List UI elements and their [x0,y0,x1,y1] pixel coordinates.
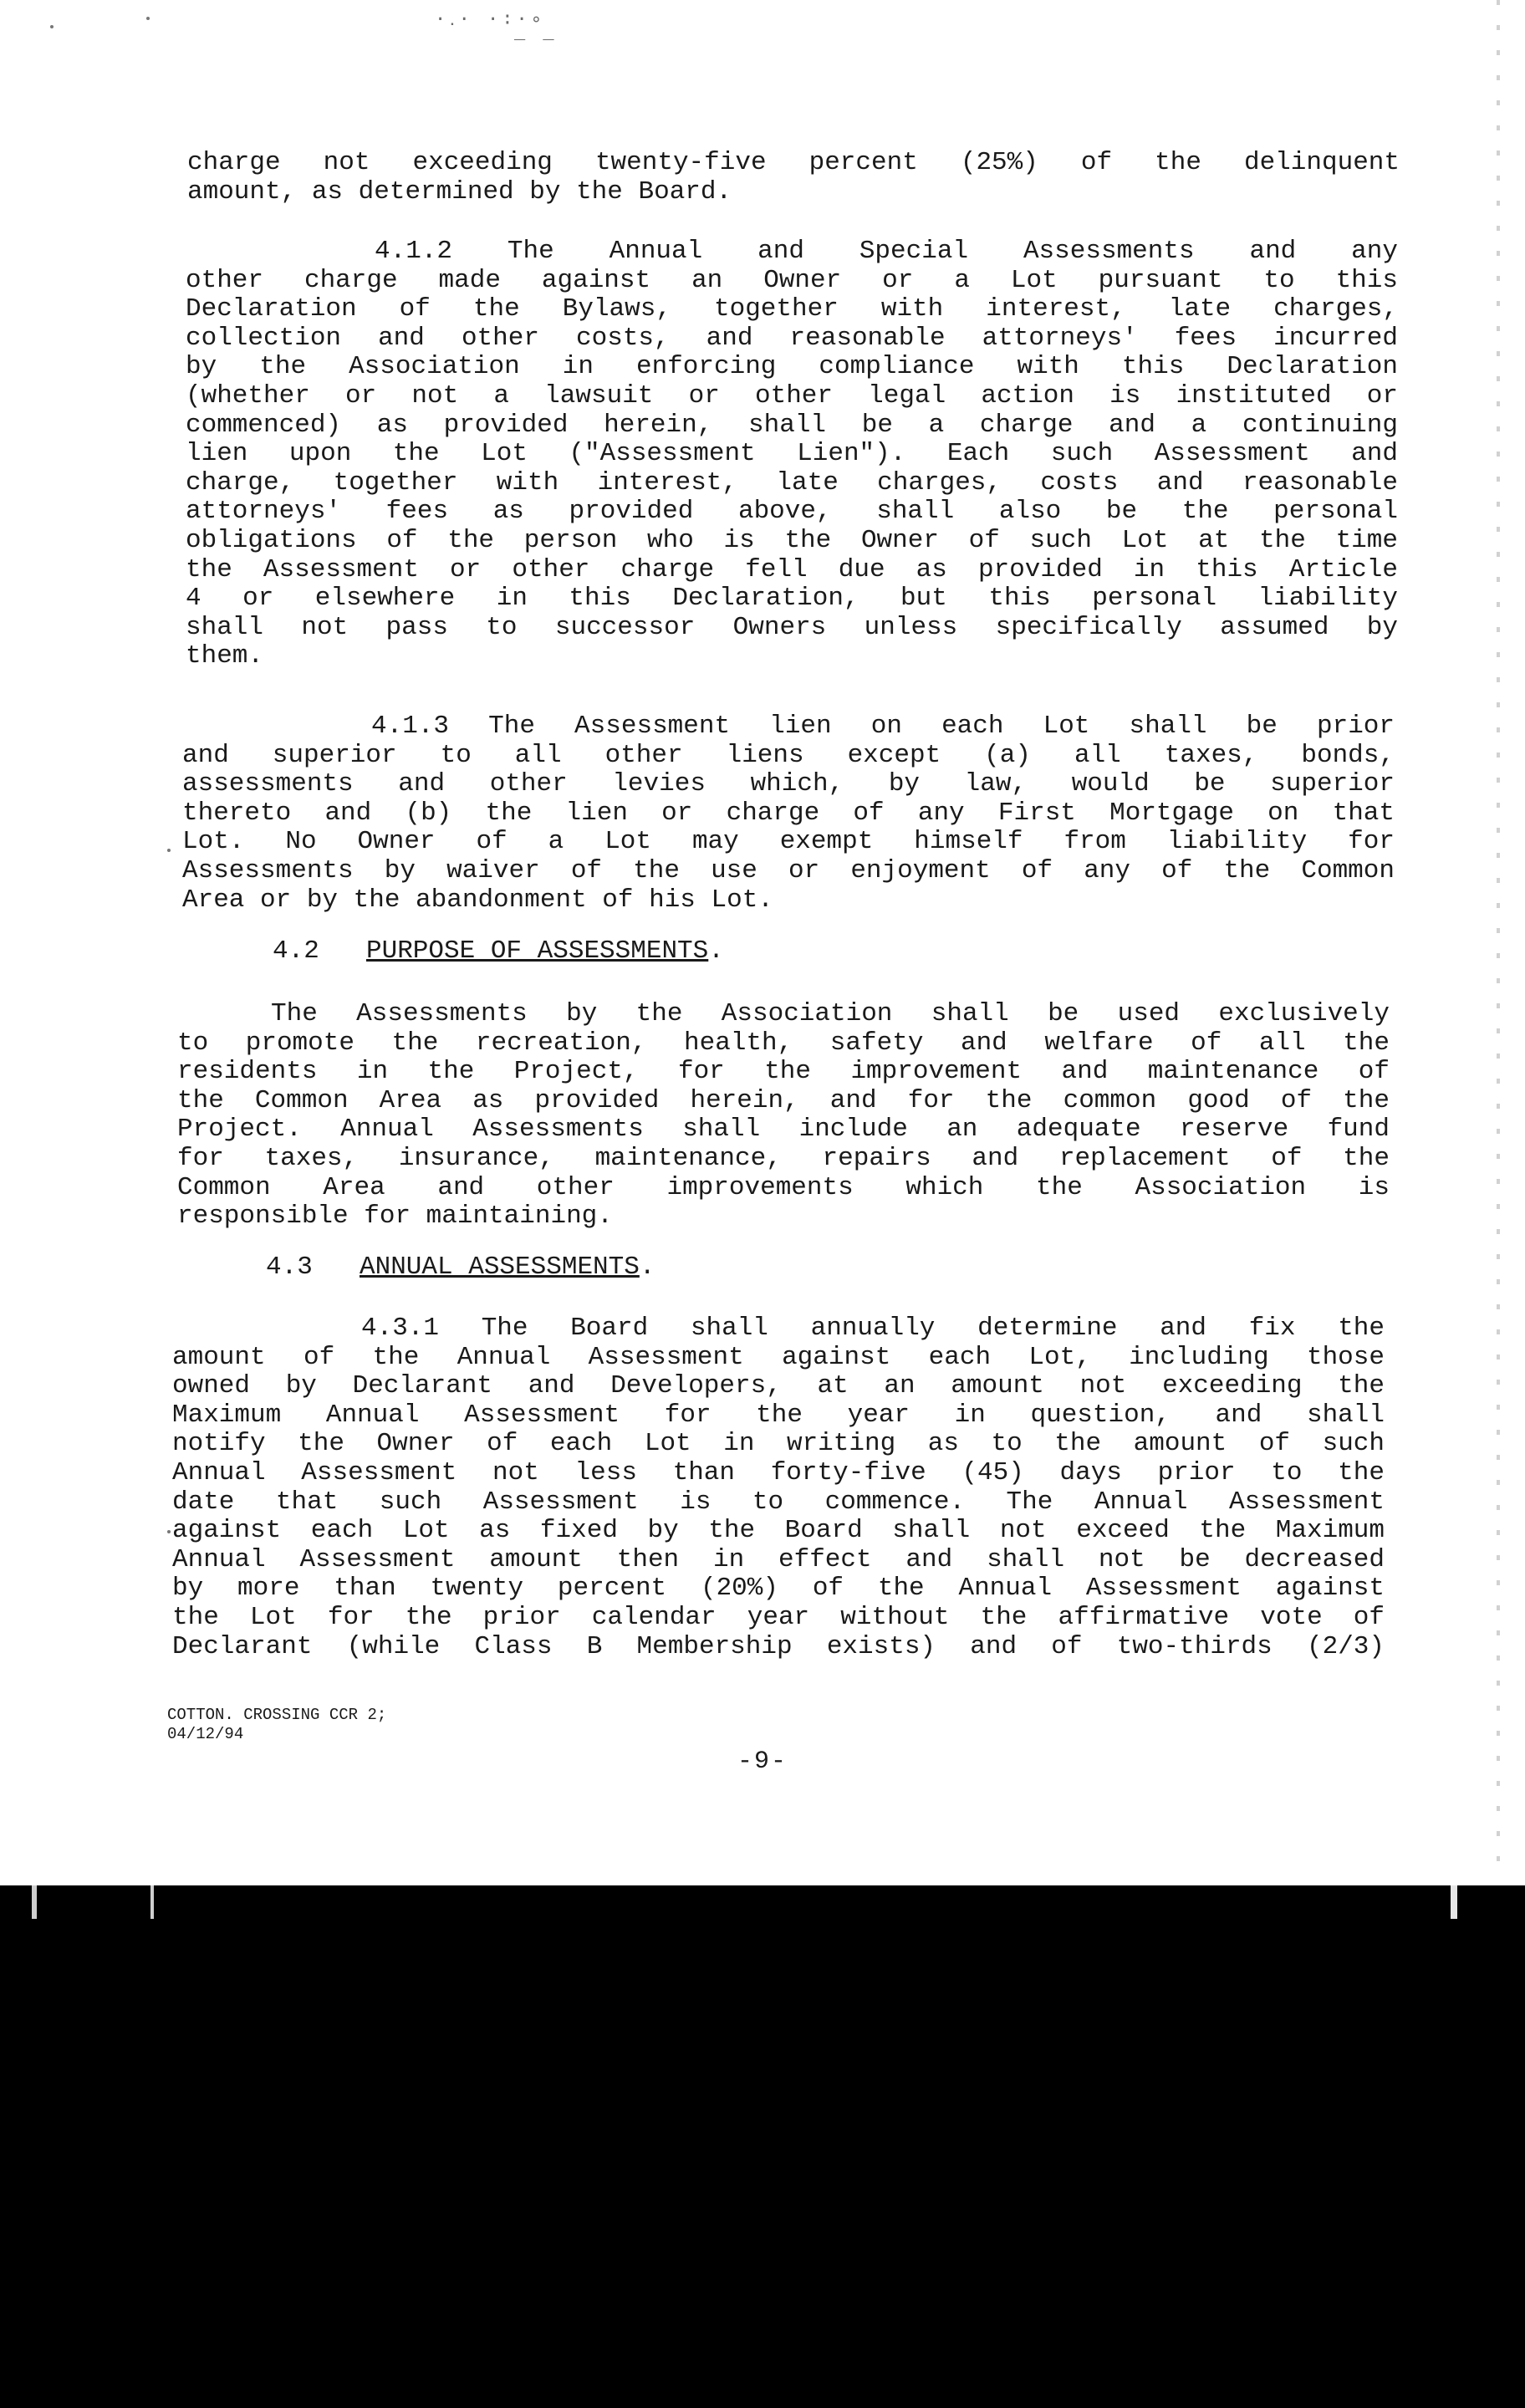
text-line: Annual Assessment amount then in effect and shall not be decreased [172,1545,1385,1574]
paragraph-4-1-2 [186,237,1398,671]
text-line: attorneys' fees as provided above, shall also be the personal [186,497,1398,527]
section-heading-4-3 [266,1252,655,1283]
scan-speck [146,17,150,20]
text-line: collection and other costs, and reasonable attorneys' fees incurred [186,324,1398,353]
paragraph-4-2 [177,1000,1390,1232]
scan-artifact: ⋅․⋅ ⋅∶⋅∘ ‾ ‾ [435,10,558,59]
text-line: Declaration of the Bylaws, together with interest, late charges, [186,295,1398,324]
text-line: charge, together with interest, late charges, costs and reasonable [186,468,1398,497]
page-number: -9- [737,1747,788,1776]
footer-doc-ref: COTTON. CROSSING CCR 2; [167,1706,387,1724]
section-title: ANNUAL ASSESSMENTS [360,1252,640,1282]
text-line: them. [186,642,264,671]
text-line: The Assessments by the Association shall be used exclusively [271,1000,1390,1028]
text-line: commenced) as provided herein, shall be a charge and a continuing [186,411,1398,440]
scan-edge-right [1497,0,1500,1881]
paragraph-4-3-1 [172,1314,1385,1661]
footer-date: 04/12/94 [167,1725,244,1743]
text-line: 4.1.2 The Annual and Special Assessments and any [375,237,1398,266]
section-number: 4.2 [273,936,319,966]
text-line: charge not exceeding twenty-five percent (25%) of the delinquent [187,149,1400,177]
text-line: against each Lot as fixed by the Board shall not exceed the Maximum [172,1517,1385,1546]
text-line: thereto and (b) the lien or charge of any First Mortgage on that [182,798,1395,828]
scan-speck [167,849,171,852]
text-line: 4.3.1 The Board shall annually determine and fix the [361,1314,1385,1343]
scan-speck [167,1530,171,1533]
text-line: by more than twenty percent (20%) of the Annual Assessment against [172,1574,1385,1604]
paragraph-4-1-1-tail [187,149,1400,207]
text-line: owned by Declarant and Developers, at an amount not exceeding the [172,1372,1385,1401]
text-line: by the Association in enforcing compliance with this Declaration [186,353,1398,382]
text-line: for taxes, insurance, maintenance, repairs and replacement of the [177,1144,1390,1173]
text-line: amount, as determined by the Board. [187,177,732,207]
scan-edge-mark [32,1885,37,1919]
document-footer-reference [167,1706,386,1744]
text-line: the Assessment or other charge fell due as provided in this Article [186,555,1398,584]
text-line: obligations of the person who is the Owner of such Lot at the time [186,526,1398,555]
text-line: Assessments by waiver of the use or enjoyment of any of the Common [182,856,1395,885]
section-title: PURPOSE OF ASSESSMENTS [366,936,709,966]
text-line: lien upon the Lot ("Assessment Lien"). Each such Assessment and [186,440,1398,469]
section-title-period: . [639,1252,655,1282]
text-line: the Common Area as provided herein, and for the common good of the [177,1086,1390,1115]
text-line: date that such Assessment is to commence. The Annual Assessment [172,1487,1385,1517]
text-line: 4 or elsewhere in this Declaration, but this personal liability [186,584,1398,614]
text-line: amount of the Annual Assessment against each Lot, including those [172,1343,1385,1372]
text-line: Annual Assessment not less than forty-five (45) days prior to the [172,1458,1385,1487]
text-line: notify the Owner of each Lot in writing as to the amount of such [172,1430,1385,1459]
scan-edge-mark [150,1885,154,1919]
text-line: Maximum Annual Assessment for the year in question, and shall [172,1400,1385,1430]
text-line: assessments and other levies which, by law, would be superior [182,770,1395,799]
text-line: responsible for maintaining. [177,1202,613,1232]
text-line: residents in the Project, for the improvement and maintenance of [177,1058,1390,1087]
text-line: Lot. No Owner of a Lot may exempt himself from liability for [182,828,1395,857]
section-number: 4.3 [266,1252,313,1282]
text-line: (whether or not a lawsuit or other legal action is instituted or [186,381,1398,411]
text-line: Area or by the abandonment of his Lot. [182,885,773,915]
scan-speck [50,25,54,28]
text-line: to promote the recreation, health, safety and welfare of all the [177,1028,1390,1058]
section-title-period: . [708,936,724,966]
text-line: 4.1.3 The Assessment lien on each Lot shall be prior [371,712,1395,741]
paragraph-4-1-3 [182,712,1395,915]
text-line: and superior to all other liens except (a) all taxes, bonds, [182,741,1395,770]
scan-edge-mark [1451,1885,1457,1919]
text-line: other charge made against an Owner or a Lot pursuant to this [186,266,1398,295]
text-line: the Lot for the prior calendar year without the affirmative vote of [172,1603,1385,1632]
text-line: Project. Annual Assessments shall include an adequate reserve fund [177,1115,1390,1145]
scan-black-border [0,1885,1525,2408]
section-heading-4-2 [273,936,724,967]
text-line: Common Area and other improvements which the Association is [177,1173,1390,1202]
text-line: Declarant (while Class B Membership exists) and of two-thirds (2/3) [172,1632,1385,1661]
text-line: shall not pass to successor Owners unless specifically assumed by [186,613,1398,642]
